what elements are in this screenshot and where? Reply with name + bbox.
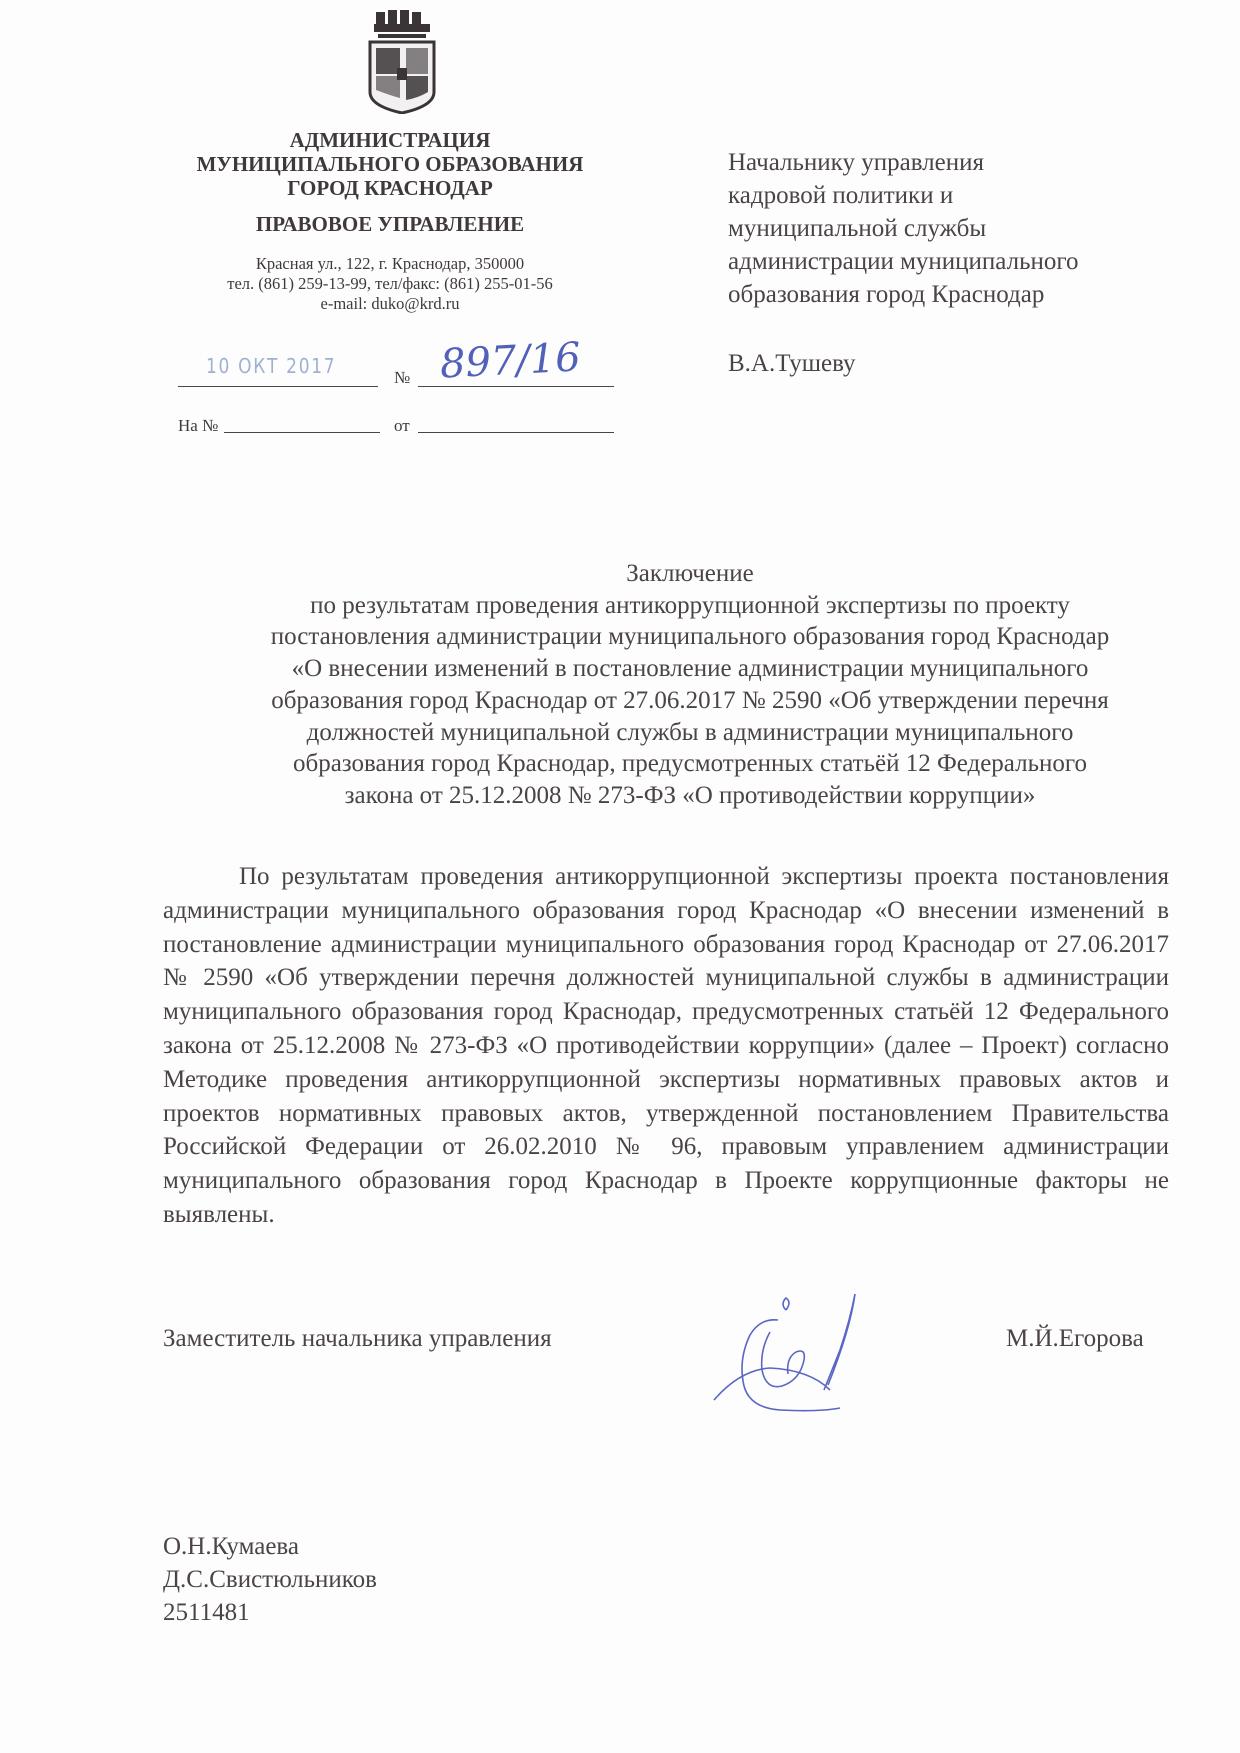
handwritten-outgoing-number: 897/16 <box>438 334 582 388</box>
ref-number-line <box>224 432 380 433</box>
body-paragraph: По результатам проведения антикоррупционной экспертизы проекта постановления администрации муниципального образования город Краснодар «О внесении изменений в постановление администрации муниципального образования город Краснодар от 27.06.2017 № 2590 «Об утверждении перечня должностей муниципальной службы в администрации муниципального образования город Краснодар, предусмотренных статьёй 12 Федерального закона от 25.12.2008 № 273-ФЗ «О противодействии коррупции» (далее – Проект) согласно Методике проведения антикоррупционной экспертизы нормативных правовых актов и проектов нормативных правовых актов, утвержденной постановлением Правительства Российской Федерации от 26.02.2010 № 96, правовым управлением администрации муниципального образования город Краснодар в Проекте коррупционные факторы не выявлены. <box>163 863 1169 1228</box>
date-stamp: 10 ОКТ 2017 <box>206 354 337 378</box>
ref-date-line <box>418 432 614 433</box>
handwritten-signature-icon <box>700 1290 930 1430</box>
contact-block <box>160 254 620 314</box>
document-title-block <box>160 558 1220 812</box>
executors-block <box>163 1530 377 1629</box>
org-line: АДМИНИСТРАЦИЯ <box>289 128 491 152</box>
ref-number-label: На № <box>178 416 219 435</box>
recipient-line: кадровой политики и <box>728 182 954 209</box>
coat-of-arms-icon <box>364 10 440 114</box>
subtitle-line: постановления администрации муниципального образования город Краснодар <box>270 623 1110 651</box>
subtitle-line: образования город Краснодар, предусмотренных статьёй 12 Федерального <box>292 750 1088 778</box>
executor-phone: 2511481 <box>163 1599 250 1626</box>
ref-date-label: от <box>394 416 410 435</box>
subtitle-line: закона от 25.12.2008 № 273-ФЗ «О противодействии коррупции» <box>344 781 1036 809</box>
recipient-line: образования город Краснодар <box>728 281 1045 308</box>
phones: тел. (861) 259-13-99, тел/факс: (861) 255-01-56 <box>227 274 553 293</box>
recipient-line: муниципальной службы <box>728 215 987 242</box>
subtitle-line: по результатам проведения антикоррупционной экспертизы по проекту <box>310 591 1070 619</box>
signatory-role: Заместитель начальника управления <box>163 1325 552 1352</box>
recipient-line: администрации муниципального <box>728 248 1079 275</box>
recipient-line: Начальнику управления <box>728 149 984 176</box>
number-sign: № <box>394 368 411 387</box>
subtitle-line: образования город Краснодар от 27.06.2017 № 2590 «Об утверждении перечня <box>271 686 1109 714</box>
org-line: ГОРОД КРАСНОДАР <box>287 176 493 200</box>
executor-name: О.Н.Кумаева <box>163 1533 299 1560</box>
document-title: Заключение <box>626 560 754 587</box>
email: e-mail: duko@krd.ru <box>320 294 460 313</box>
organization-name <box>160 128 620 200</box>
address: Красная ул., 122, г. Краснодар, 350000 <box>255 254 525 273</box>
department-name: ПРАВОВОЕ УПРАВЛЕНИЕ <box>255 212 525 236</box>
executor-name: Д.С.Свистюльников <box>163 1566 377 1593</box>
date-line <box>178 386 378 387</box>
org-line: МУНИЦИПАЛЬНОГО ОБРАЗОВАНИЯ <box>196 152 584 176</box>
recipient-block <box>728 146 1079 311</box>
signatory-name: М.Й.Егорова <box>1006 1325 1144 1352</box>
recipient-name: В.А.Тушеву <box>728 350 856 377</box>
subtitle-line: должностей муниципальной службы в администрации муниципального <box>306 718 1074 746</box>
subtitle-line: «О внесении изменений в постановление администрации муниципального <box>291 655 1089 683</box>
